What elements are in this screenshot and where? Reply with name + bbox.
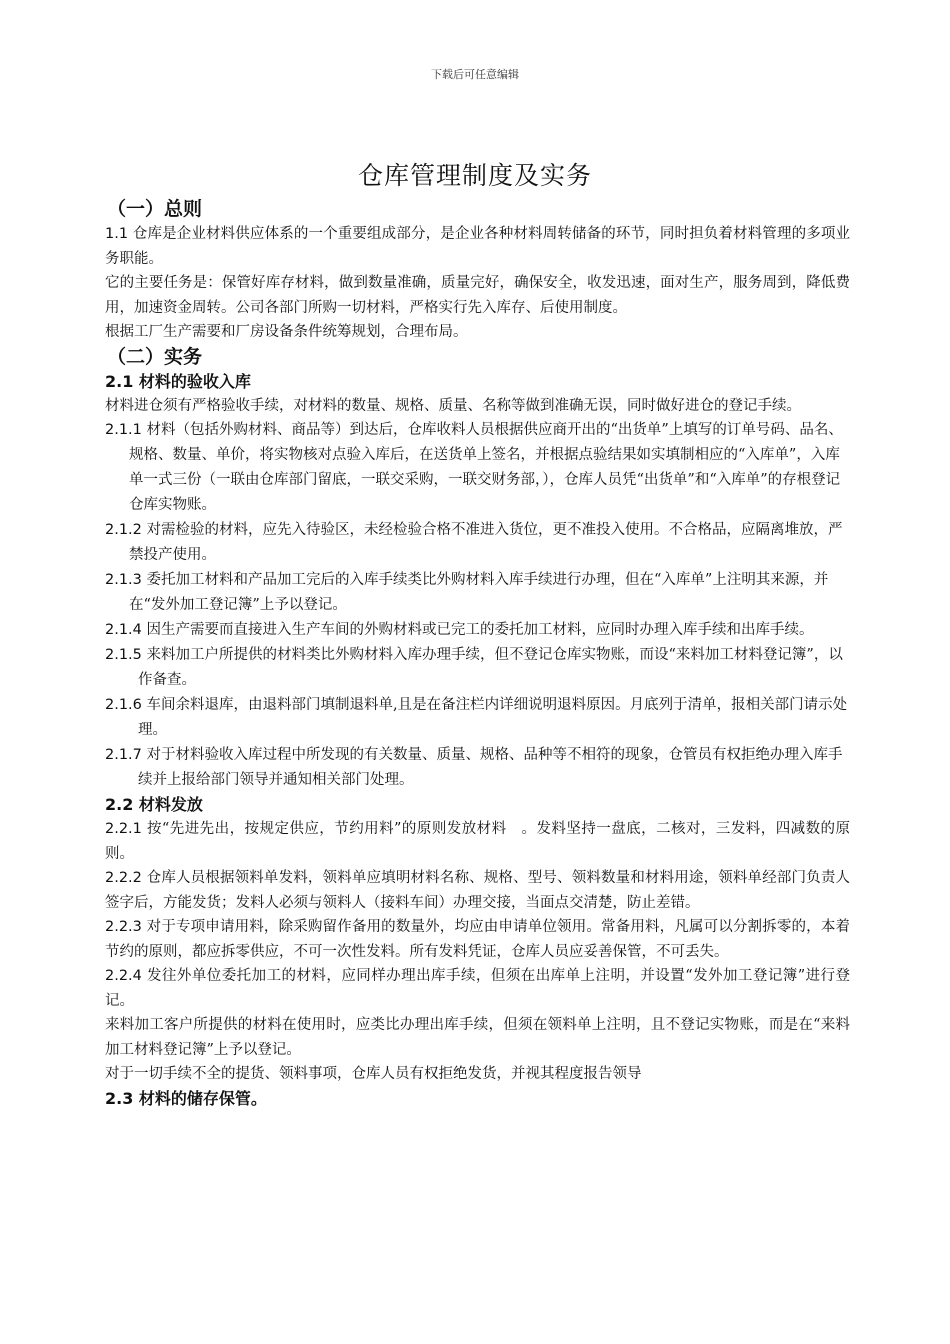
subsection-heading-2-2 (105, 793, 850, 817)
section-heading-practice: （二）实务 (107, 345, 203, 368)
item-text: 车间余料退库，由退料部门填制退料单,且是在备注栏内详细说明退料原因。月底列于清单，报相关部门请示处理。 (138, 697, 848, 738)
document-body (105, 197, 850, 1111)
document-title: 仓库管理制度及实务 (357, 161, 592, 190)
subsection-number: 2.1 (105, 371, 134, 391)
item-number: 2.1.3 (105, 572, 142, 588)
subsection-number: 2.3 (105, 1088, 134, 1108)
item-text: 因生产需要而直接进入生产车间的外购材料或已完工的委托加工材料，应同时办理入库手续和出库手续。 (141, 622, 814, 638)
subsection-number: 2.2 (105, 795, 134, 814)
list-item-2-1-4 (105, 618, 850, 643)
item-text: 仓库人员根据领料单发料，领料单应填明材料名称、规格、型号、领料数量和材料用途，领料单经部门负责人签字后，方能发货；发料人必须与领料人（接料车间）办理交接，当面点交清楚，防止差错。 (105, 870, 850, 911)
subsection-title: 材料的验收入库 (133, 371, 251, 391)
subsection-title: 材料的储存保管。 (133, 1088, 267, 1108)
paragraph-layout: 根据工厂生产需要和厂房设备条件统筹规划，合理布局。 (105, 324, 468, 340)
item-text: 对于专项申请用料，除采购留作备用的数量外，均应由申请单位领用。常备用料，凡属可以分割拆零的，本着节约的原则，都应拆零供应，不可一次性发料。所有发料凭证，仓库人员应妥善保管，不可丢失。 (105, 919, 850, 960)
item-text: 材料（包括外购材料、商品等）到达后，仓库收料人员根据供应商开出的“出货单”上填写的订单号码、品名、规格、数量、单价，将实物核对点验入库后，在送货单上签名，并根据点验结果如实填制相应的“入库单”，入库单一式三份（一联由仓库部门留底，一联交采购，一联交财务部，），仓库人员凭“出货单”和“入库单”的存根登记仓库实物账。 (129, 422, 843, 513)
paragraph-2-2-4 (105, 964, 850, 1013)
list-item-2-1-1 (105, 418, 850, 518)
list-item-2-1-3 (105, 568, 850, 618)
paragraph-2-1-intro: 材料进仓须有严格验收手续，对材料的数量、规格、质量、名称等做到准确无误，同时做好进仓的登记手续。 (105, 397, 801, 414)
item-number: 2.2.2 (105, 870, 142, 886)
list-item-2-1-2 (105, 518, 850, 568)
list-item-2-1-5 (105, 643, 850, 693)
paragraph-client-materials: 来料加工客户所提供的材料在使用时，应类比办理出库手续，但须在领料单上注明，且不登记实物账，而是在“来料加工材料登记簿”上予以登记。 (105, 1017, 850, 1058)
item-number: 2.1.6 (105, 697, 142, 713)
paragraph-1-1 (105, 222, 850, 271)
subsection-heading-2-1 (105, 370, 850, 394)
paragraph-number: 1.1 (105, 226, 129, 242)
item-text: 对于材料验收入库过程中所发现的有关数量、质量、规格、品种等不相符的现象，仓管员有权拒绝办理入库手续并上报给部门领导并通知相关部门处理。 (138, 747, 843, 788)
item-number: 2.2.1 (105, 821, 142, 837)
paragraph-refuse-delivery: 对于一切手续不全的提货、领料事项，仓库人员有权拒绝发货，并视其程度报告领导 (105, 1066, 642, 1082)
list-item-2-1-6 (105, 693, 850, 743)
paragraph-2-2-3 (105, 915, 850, 964)
paragraph-text: 仓库是企业材料供应体系的一个重要组成部分，是企业各种材料周转储备的环节，同时担负着材料管理的多项业务职能。 (105, 226, 850, 267)
item-text: 发往外单位委托加工的材料，应同样办理出库手续，但须在出库单上注明，并设置“发外加工登记簿”进行登记。 (105, 968, 850, 1009)
item-text: 委托加工材料和产品加工完后的入库手续类比外购材料入库手续进行办理，但在“入库单”上注明其来源，并在“发外加工登记簿”上予以登记。 (129, 572, 829, 613)
item-number: 2.1.5 (105, 647, 142, 663)
item-number: 2.1.1 (105, 422, 142, 438)
item-number: 2.1.2 (105, 522, 142, 538)
list-item-2-1-7 (105, 743, 850, 793)
item-number: 2.2.3 (105, 919, 142, 935)
item-text: 对需检验的材料，应先入待验区，未经检验合格不准进入货位，更不准投入使用。不合格品，应隔离堆放，严禁投产使用。 (129, 522, 843, 563)
paragraph-main-tasks: 它的主要任务是：保管好库存材料，做到数量准确，质量完好，确保安全，收发迅速，面对生产，服务周到，降低费用，加速资金周转。公司各部门所购一切材料，严格实行先入库存、后使用制度。 (105, 275, 850, 316)
header-note: 下载后可任意编辑 (431, 68, 519, 81)
item-number: 2.1.4 (105, 622, 142, 638)
subsection-title: 材料发放 (133, 795, 203, 814)
paragraph-2-2-2 (105, 866, 850, 915)
item-number: 2.2.4 (105, 968, 142, 984)
item-text: 来料加工户所提供的材料类比外购材料入库办理手续，但不登记仓库实物账，而设“来料加工材料登记簿”，以作备查。 (138, 647, 843, 688)
subsection-heading-2-3 (105, 1087, 850, 1111)
section-heading-general: （一）总则 (107, 198, 203, 220)
paragraph-2-2-1 (105, 817, 850, 866)
item-text: 按“先进先出，按规定供应，节约用料”的原则发放材料 。发料坚持一盘底，二核对，三发料，四减数的原则。 (105, 821, 850, 862)
item-number: 2.1.7 (105, 747, 142, 763)
